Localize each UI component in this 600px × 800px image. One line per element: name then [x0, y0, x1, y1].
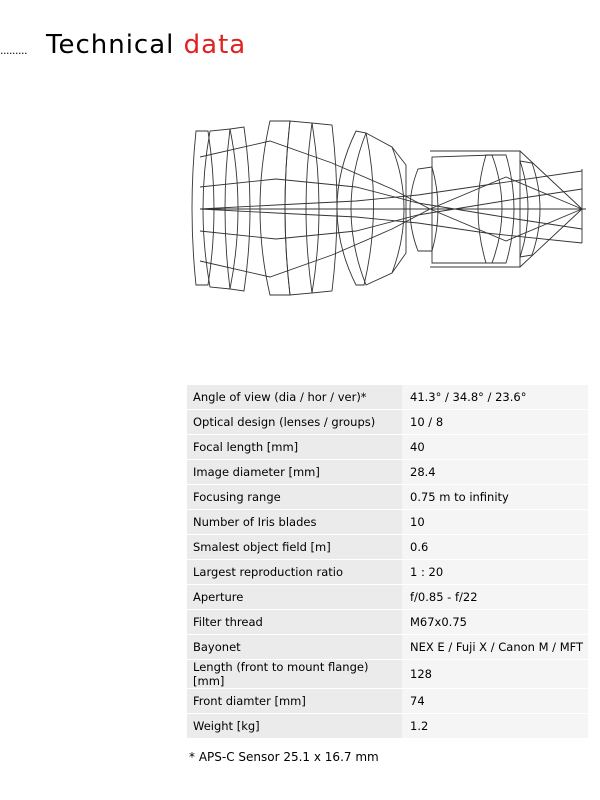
spec-row — [187, 585, 588, 610]
spec-row — [187, 560, 588, 585]
spec-label: Smalest object field [m] — [187, 535, 402, 560]
spec-label: Weight [kg] — [187, 714, 402, 739]
spec-label: Aperture — [187, 585, 402, 610]
spec-value: 74 — [402, 689, 588, 714]
spec-label: Filter thread — [187, 610, 402, 635]
spec-label: Optical design (lenses / groups) — [187, 410, 402, 435]
spec-label: Bayonet — [187, 635, 402, 660]
spec-label: Largest reproduction ratio — [187, 560, 402, 585]
spec-label: Image diameter [mm] — [187, 460, 402, 485]
spec-row — [187, 485, 588, 510]
spec-value: 128 — [402, 660, 588, 689]
spec-row — [187, 610, 588, 635]
spec-label: Focusing range — [187, 485, 402, 510]
spec-value: f/0.85 - f/22 — [402, 585, 588, 610]
spec-label: Length (front to mount flange) [mm] — [187, 660, 402, 689]
spec-value: NEX E / Fuji X / Canon M / MFT — [402, 635, 588, 660]
spec-row — [187, 410, 588, 435]
ray-trace — [200, 141, 582, 209]
spec-value: 1 : 20 — [402, 560, 588, 585]
spec-value: 0.6 — [402, 535, 588, 560]
ray-trace — [520, 209, 582, 267]
spec-value: 0.75 m to infinity — [402, 485, 588, 510]
spec-row — [187, 635, 588, 660]
spec-table — [187, 385, 588, 739]
spec-value: 10 — [402, 510, 588, 535]
spec-value: 1.2 — [402, 714, 588, 739]
sensor-footnote: * APS-C Sensor 25.1 x 16.7 mm — [189, 750, 379, 764]
spec-label: Number of Iris blades — [187, 510, 402, 535]
spec-label: Angle of view (dia / hor / ver)* — [187, 385, 402, 410]
lens-element-6 — [306, 123, 337, 293]
spec-value: 40 — [402, 435, 588, 460]
spec-row — [187, 460, 588, 485]
lens-element-5 — [285, 121, 319, 295]
spec-row — [187, 689, 588, 714]
spec-value: 41.3° / 34.8° / 23.6° — [402, 385, 588, 410]
ray-trace — [200, 179, 582, 229]
page-title — [46, 30, 246, 60]
spec-label: Front diamter [mm] — [187, 689, 402, 714]
lens-cross-section-diagram — [186, 117, 588, 299]
spec-row — [187, 510, 588, 535]
spec-row — [187, 385, 588, 410]
spec-label: Focal length [mm] — [187, 435, 402, 460]
heading-dots: ......... — [0, 44, 27, 57]
ray-trace — [200, 209, 582, 277]
spec-row — [187, 435, 588, 460]
spec-value: 28.4 — [402, 460, 588, 485]
lens-element-7 — [337, 131, 374, 285]
spec-value: 10 / 8 — [402, 410, 588, 435]
spec-row — [187, 660, 588, 689]
spec-row — [187, 535, 588, 560]
title-word-technical: Technical — [46, 30, 175, 60]
ray-trace — [200, 189, 582, 239]
ray-trace — [520, 151, 582, 209]
spec-row — [187, 714, 588, 739]
page-heading — [0, 30, 600, 64]
lens-element-4 — [260, 121, 290, 295]
title-word-data: data — [183, 30, 247, 60]
spec-value: M67x0.75 — [402, 610, 588, 635]
